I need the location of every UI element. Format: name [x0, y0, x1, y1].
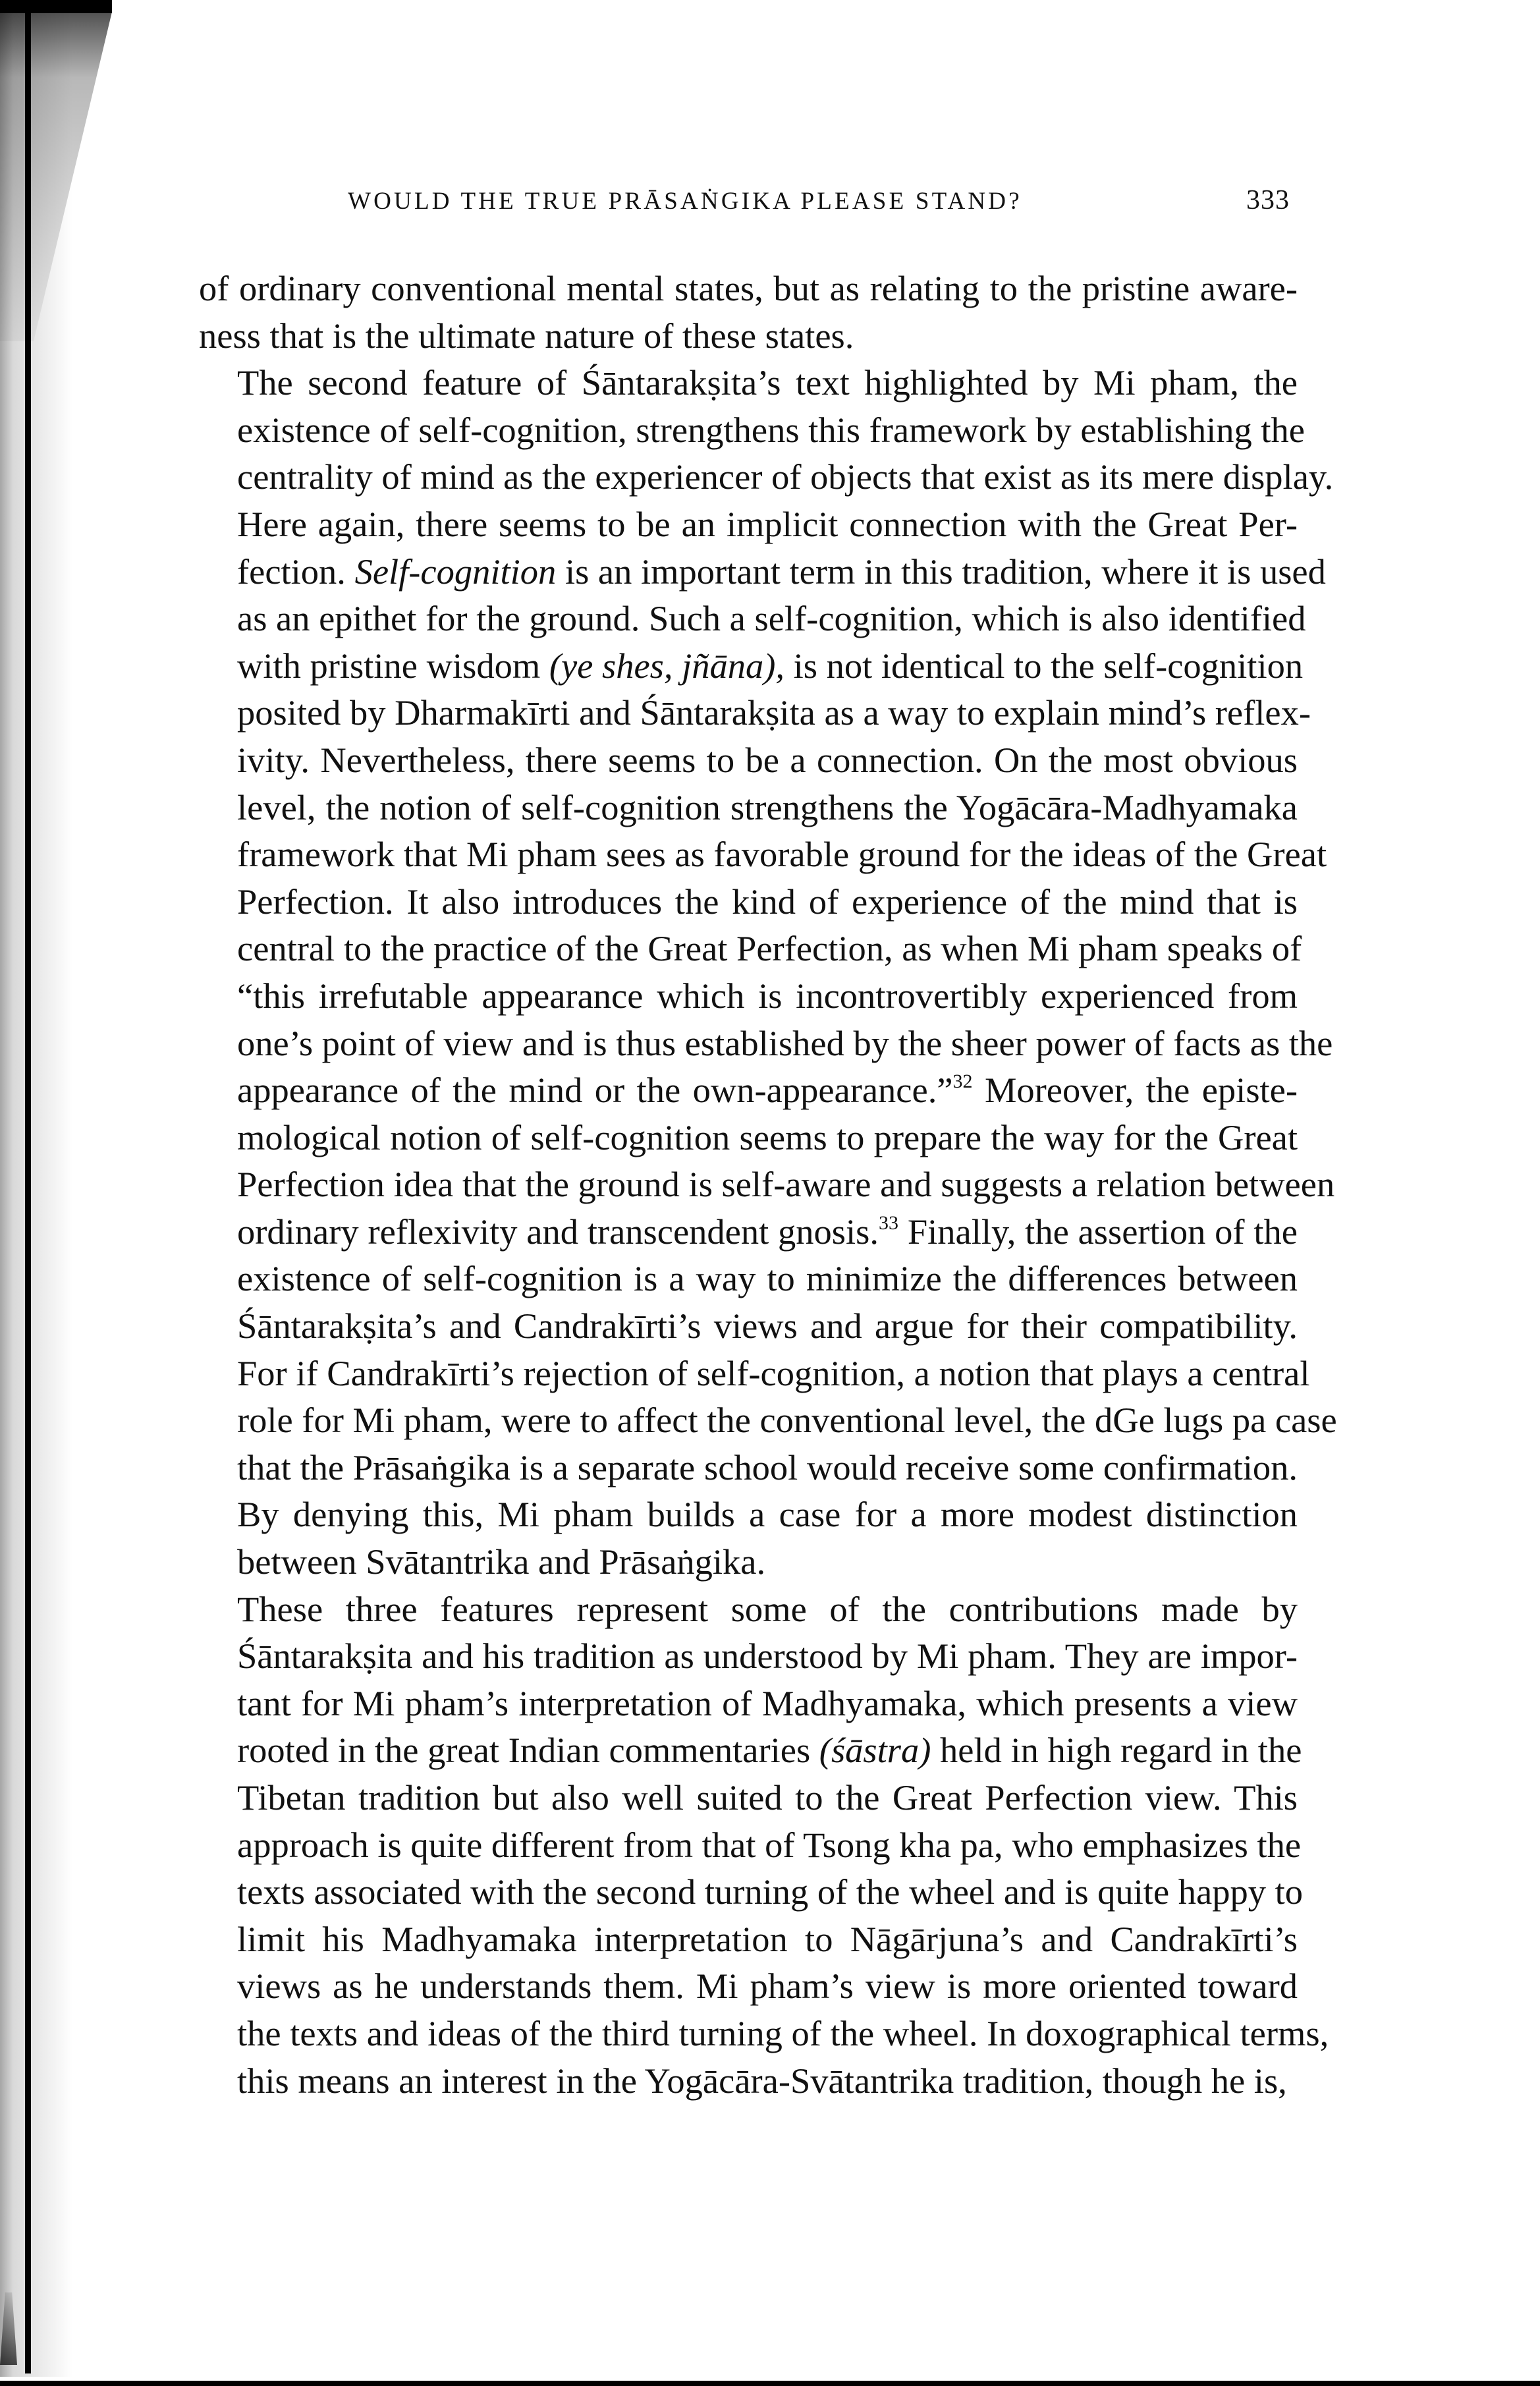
- text-run: role for Mi pham, were to affect the conventional level, the dGe lugs pa case: [237, 1400, 1337, 1441]
- text-line: [199, 1821, 1302, 1869]
- scan-edge-top: [0, 0, 112, 13]
- text-line: [199, 1020, 1333, 1067]
- text-line: [199, 736, 1298, 784]
- text-run: “this irrefutable appearance which is incontrovertibly experienced from: [237, 975, 1298, 1016]
- text-line: [199, 1491, 1298, 1538]
- text-run: with pristine wisdom: [237, 645, 549, 686]
- text-run: Tibetan tradition but also well suited to the Great Perfection view. This: [237, 1777, 1298, 1817]
- italic-term: (śāstra): [819, 1730, 931, 1771]
- footnote-ref: 33: [879, 1211, 898, 1234]
- text-run: appearance of the mind or the own-appearance.”: [237, 1070, 953, 1111]
- page-number: 333: [1246, 185, 1290, 215]
- text-run: as an epithet for the ground. Such a self-cognition, which is also identified: [237, 598, 1306, 639]
- text-run: texts associated with the second turning of the wheel and is quite happy to: [237, 1872, 1303, 1912]
- text-line: [199, 1350, 1310, 1397]
- paragraph: [199, 265, 1298, 359]
- text-run: Finally, the assertion of the: [898, 1211, 1298, 1252]
- text-run: central to the practice of the Great Perfection, as when Mi pham speaks of: [237, 928, 1302, 969]
- text-line: [199, 595, 1306, 642]
- text-run: centrality of mind as the experiencer of objects that exist as its mere display.: [237, 457, 1334, 497]
- paragraph: [199, 1586, 1329, 2105]
- text-line: [199, 2057, 1298, 2105]
- text-line: [199, 1632, 1298, 1680]
- text-line: [199, 1255, 1298, 1302]
- text-line: [199, 312, 1298, 360]
- text-run: tant for Mi pham’s interpretation of Madhyamaka, which presents a view: [237, 1682, 1298, 1723]
- italic-term: (ye shes, jñāna),: [549, 645, 785, 686]
- body-text: [199, 265, 1337, 2104]
- text-run: For if Candrakīrti’s rejection of self-cognition, a notion that plays a central: [237, 1352, 1310, 1393]
- text-run: views as he understands them. Mi pham’s view is more oriented toward: [237, 1966, 1298, 2007]
- text-run: of ordinary conventional mental states, but as relating to the pristine aware-: [199, 268, 1298, 308]
- text-line: [199, 1774, 1298, 1821]
- text-run: fection.: [237, 551, 355, 592]
- text-run: Śāntarakṣita’s and Candrakīrti’s views and argue for their compatibility.: [237, 1306, 1298, 1346]
- text-run: Here again, there seems to be an implicit connection with the Great Per-: [237, 503, 1298, 544]
- scan-edge-bottom: [0, 2381, 1540, 2386]
- text-run: Perfection. It also introduces the kind of experience of the mind that is: [237, 881, 1298, 922]
- text-line: [199, 784, 1298, 831]
- text-line: [199, 359, 1298, 406]
- text-line: [199, 265, 1298, 312]
- text-line: [199, 1114, 1298, 1161]
- running-header: [348, 184, 1290, 224]
- running-title: WOULD THE TRUE PRĀSAṄGIKA PLEASE STAND?: [348, 188, 1022, 215]
- text-line: [199, 406, 1305, 454]
- text-run: Śāntarakṣita and his tradition as understood by Mi pham. They are impor-: [237, 1636, 1298, 1677]
- text-line: [199, 1208, 1298, 1256]
- text-run: limit his Madhyamaka interpretation to Nāgārjuna’s and Candrakīrti’s: [237, 1918, 1298, 1959]
- text-line: [199, 831, 1327, 878]
- text-line: [199, 972, 1298, 1020]
- paragraph: [199, 359, 1337, 1585]
- text-run: Perfection idea that the ground is self-aware and suggests a relation between: [237, 1164, 1335, 1205]
- text-line: [199, 1397, 1337, 1444]
- text-line: [199, 1161, 1335, 1208]
- text-run: framework that Mi pham sees as favorable ground for the ideas of the Great: [237, 834, 1327, 875]
- text-line: [199, 548, 1326, 596]
- text-run: that the Prāsaṅgika is a separate school would receive some confirmation.: [237, 1447, 1298, 1487]
- text-line: [199, 642, 1304, 690]
- text-run: mological notion of self-cognition seems to prepare the way for the Great: [237, 1117, 1298, 1157]
- text-run: existence of self-cognition, strengthens this framework by establishing the: [237, 409, 1305, 450]
- text-run: the texts and ideas of the third turning of the wheel. In doxographical terms,: [237, 2012, 1329, 2053]
- text-line: [199, 1538, 1298, 1586]
- text-run: approach is quite different from that of Tsong kha pa, who emphasizes the: [237, 1824, 1302, 1865]
- text-run: this means an interest in the Yogācāra-Svātantrika tradition, though he is,: [237, 2060, 1287, 2101]
- text-line: [199, 1586, 1298, 1633]
- book-gutter-line: [25, 12, 31, 2373]
- italic-term: Self-cognition: [354, 551, 557, 592]
- text-line: [199, 878, 1298, 926]
- text-run: The second feature of Śāntarakṣita’s text highlighted by Mi pham, the: [237, 362, 1298, 403]
- text-line: [199, 1962, 1298, 2010]
- text-line: [199, 1868, 1303, 1916]
- text-run: Moreover, the episte-: [972, 1070, 1298, 1111]
- text-run: is not identical to the self-cognition: [784, 645, 1304, 686]
- text-run: existence of self-cognition is a way to minimize the differences between: [237, 1258, 1298, 1299]
- text-line: [199, 1302, 1298, 1350]
- text-run: is an important term in this tradition, where it is used: [556, 551, 1326, 592]
- footnote-ref: 32: [952, 1070, 973, 1093]
- text-run: ivity. Nevertheless, there seems to be a connection. On the most obvious: [237, 739, 1298, 780]
- text-line: [199, 925, 1302, 972]
- text-run: level, the notion of self-cognition strengthens the Yogācāra-Madhyamaka: [237, 787, 1298, 827]
- text-line: [199, 689, 1311, 736]
- text-line: [199, 453, 1334, 501]
- text-line: [199, 2010, 1329, 2057]
- text-run: ness that is the ultimate nature of these states.: [199, 315, 854, 356]
- text-line: [199, 1444, 1298, 1491]
- text-run: These three features represent some of the contributions made by: [237, 1588, 1298, 1629]
- text-line: [199, 1067, 1298, 1114]
- book-gutter-shadow: [0, 12, 72, 2377]
- text-run: rooted in the great Indian commentaries: [237, 1730, 819, 1771]
- text-run: between Svātantrika and Prāsaṅgika.: [237, 1541, 766, 1582]
- text-line: [199, 501, 1298, 548]
- text-run: held in high regard in the: [931, 1730, 1302, 1771]
- text-run: ordinary reflexivity and transcendent gnosis.: [237, 1211, 879, 1252]
- text-run: By denying this, Mi pham builds a case for a more modest distinction: [237, 1494, 1298, 1535]
- text-run: posited by Dharmakīrti and Śāntarakṣita as a way to explain mind’s reflex-: [237, 692, 1311, 733]
- text-run: one’s point of view and is thus established by the sheer power of facts as the: [237, 1022, 1333, 1063]
- text-line: [199, 1680, 1298, 1727]
- text-line: [199, 1727, 1302, 1774]
- text-line: [199, 1916, 1298, 1963]
